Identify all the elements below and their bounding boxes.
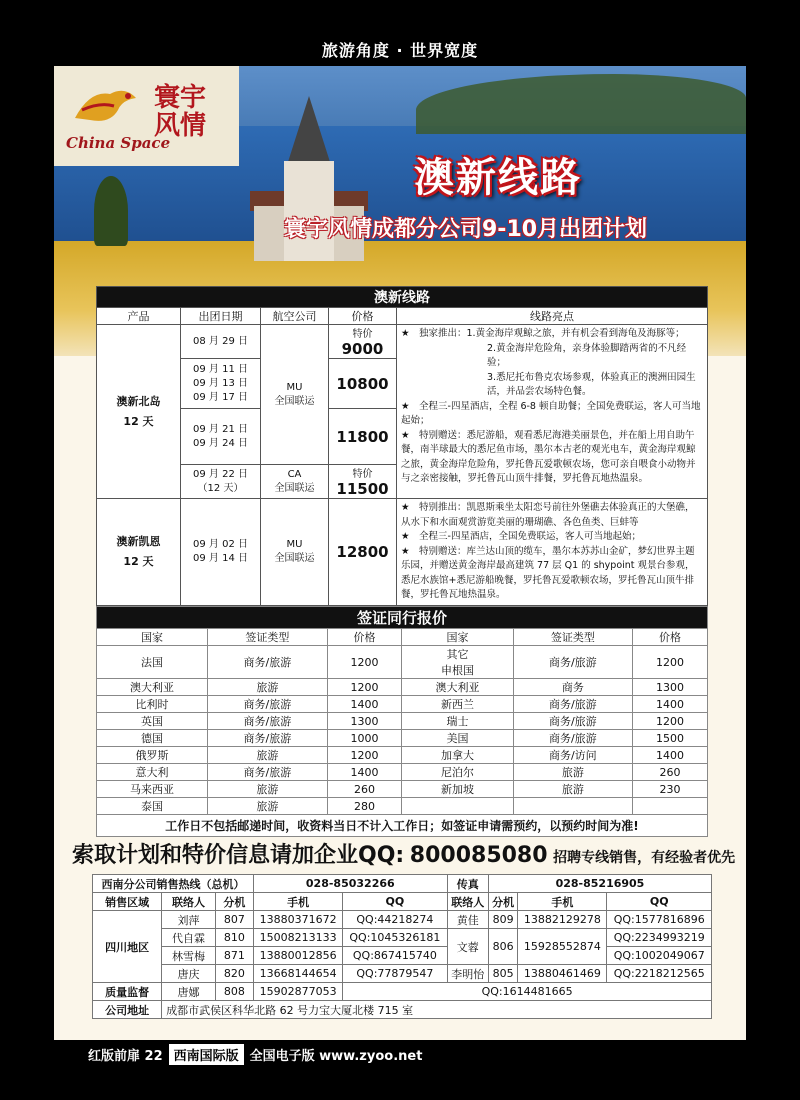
visa-cell: 俄罗斯 — [97, 747, 208, 764]
footer-website[interactable]: 全国电子版 www.zyoo.net — [249, 1049, 423, 1064]
contact-cell: 806 — [488, 929, 517, 965]
col-price: 价格 — [329, 308, 397, 325]
visa-col: 价格 — [327, 629, 402, 646]
col-date: 出团日期 — [181, 308, 261, 325]
visa-cell: 商务/旅游 — [513, 713, 633, 730]
contact-cell[interactable]: 15008213133 — [253, 929, 342, 947]
hero-subtitle: 寰宇风情成都分公司9-10月出团计划 — [284, 217, 648, 242]
visa-cell: 瑞士 — [402, 713, 513, 730]
price-value: 9000 — [341, 340, 384, 358]
contact-cell[interactable]: QQ:2234993219 — [607, 929, 712, 947]
qq-text: 索取计划和特价信息请加企业QQ: — [72, 843, 405, 868]
visa-cell: 旅游 — [208, 781, 328, 798]
visa-header: 签证同行报价 — [97, 607, 708, 629]
contact-cell[interactable]: QQ:77879547 — [343, 965, 447, 983]
contact-table — [92, 874, 712, 1019]
date: 09 月 14 日 — [193, 552, 248, 564]
visa-col: 价格 — [633, 629, 708, 646]
contact-rows — [93, 911, 712, 983]
date: 09 月 02 日 — [193, 538, 248, 550]
visa-cell: 比利时 — [97, 696, 208, 713]
quality-phone[interactable]: 15902877053 — [253, 983, 342, 1001]
visa-cell: 1000 — [327, 730, 402, 747]
company-logo — [54, 66, 239, 166]
address-value: 成都市武侯区科华北路 62 号力宝大厦北楼 715 室 — [162, 1001, 712, 1019]
visa-cell: 商务/访问 — [513, 747, 633, 764]
hero-title: 澳新线路 — [414, 155, 582, 201]
col-airline: 航空公司 — [261, 308, 329, 325]
visa-cell: 泰国 — [97, 798, 208, 815]
highlight-line: 3.悉尼托布鲁克农场参观，体验真正的澳洲田园生活，并品尝农场特色餐。 — [487, 371, 696, 397]
contact-col: QQ — [607, 893, 712, 911]
price-value: 11800 — [336, 427, 389, 446]
visa-row — [97, 646, 708, 679]
contact-cell[interactable]: QQ:1002049067 — [607, 947, 712, 965]
contact-col: 销售区域 — [93, 893, 162, 911]
footer-edition: 西南国际版 — [169, 1044, 244, 1065]
qq-number[interactable]: 800085080 — [409, 843, 548, 868]
visa-cell — [402, 798, 513, 815]
date: 09 月 24 日 — [193, 437, 248, 449]
visa-cell: 商务/旅游 — [208, 646, 328, 679]
visa-cell: 1400 — [327, 696, 402, 713]
visa-notice: 工作日不包括邮递时间，收资料当日不计入工作日；如签证申请需预约，以预约时间为准! — [97, 815, 708, 837]
highlight-line: ★ 特别赠送：库兰达山顶的缆车，墨尔本苏苏山金矿，梦幻世界主题乐园，并赠送黄金海岸最高建筑 77 层 Q1 的 shypoint 观景台参观，悉尼水族馆+悉尼游船晚餐，罗托鲁瓦爱歌顿农场，罗托鲁瓦山顶牛排餐，罗托鲁瓦地热温泉。 — [401, 545, 695, 600]
airline-note: 全国联运 — [274, 395, 315, 407]
visa-cell: 旅游 — [208, 679, 328, 696]
visa-col: 国家 — [402, 629, 513, 646]
visa-row — [97, 730, 708, 747]
product-north — [97, 325, 181, 499]
highlight-line: ★ 特别推出：凯恩斯乘坐太阳恋号前往外堡礁去体验真正的大堡礁，从水下和水面观赏游览美丽的珊瑚礁、各色鱼类、巨蚌等 — [401, 502, 695, 528]
contact-row — [93, 947, 712, 965]
routes-header: 澳新线路 — [97, 287, 708, 308]
airline-cell — [261, 325, 329, 465]
price-value: 11500 — [336, 480, 389, 498]
product-cairns — [97, 499, 181, 606]
contact-row — [93, 965, 712, 983]
date-cell — [181, 325, 261, 359]
price-cell — [329, 409, 397, 465]
visa-cell: 新西兰 — [402, 696, 513, 713]
product-cairns-name: 澳新凯恩 — [116, 534, 161, 548]
highlights-north — [397, 325, 708, 499]
visa-col: 签证类型 — [208, 629, 328, 646]
ad-panel — [54, 66, 746, 1040]
region-cell: 四川地区 — [93, 911, 162, 983]
highlight-line: ★ 特别赠送：悉尼游船，观看悉尼海港美丽景色，并在船上用自助午餐，南半球最大的悉尼鱼市场，墨尔本古老的观光电车，黄金海岸观鲸之旅，黄金海岸危险角，罗托鲁瓦爱歌顿农场，您可亲自喂食小动物并与之亲密接触，罗托鲁瓦山顶牛排餐，罗托鲁瓦地热温泉。 — [401, 429, 696, 484]
visa-cell: 1300 — [633, 679, 708, 696]
visa-table — [96, 606, 708, 837]
visa-cell: 商务/旅游 — [513, 730, 633, 747]
visa-row — [97, 798, 708, 815]
top-slogan: 旅游角度 · 世界宽度 — [321, 41, 479, 60]
visa-col: 国家 — [97, 629, 208, 646]
visa-row — [97, 781, 708, 798]
visa-cell: 260 — [633, 764, 708, 781]
contact-cell[interactable]: 13880012856 — [253, 947, 342, 965]
date-cell — [181, 499, 261, 606]
visa-row — [97, 764, 708, 781]
date: 09 月 22 日 — [193, 468, 248, 480]
visa-cell: 意大利 — [97, 764, 208, 781]
logo-en: China Space — [66, 134, 171, 152]
date: 09 月 21 日 — [193, 423, 248, 435]
visa-cell: 1300 — [327, 713, 402, 730]
visa-cell: 法国 — [97, 646, 208, 679]
highlight-line: ★ 全程三-四星酒店，全程 6-8 顿自助餐；全国免费联运，客人可当地起始； — [401, 400, 701, 426]
contact-cell: 李明怡 — [447, 965, 488, 983]
visa-cell: 尼泊尔 — [402, 764, 513, 781]
footer-page: 红版前扉 22 — [88, 1049, 163, 1064]
airline-code: MU — [286, 381, 303, 393]
airline-note: 全国联运 — [274, 552, 315, 564]
visa-cell: 旅游 — [513, 781, 633, 798]
col-product: 产品 — [97, 308, 181, 325]
contact-cell: 807 — [215, 911, 253, 929]
quality-label: 质量监督 — [93, 983, 162, 1001]
contact-cell: 871 — [215, 947, 253, 965]
visa-cell — [513, 798, 633, 815]
visa-cell: 其它 申根国 — [402, 646, 513, 679]
contact-col: 手机 — [518, 893, 607, 911]
contact-header-row — [93, 893, 712, 911]
contact-col: QQ — [343, 893, 447, 911]
footer — [88, 1044, 422, 1065]
contact-cell: 唐庆 — [162, 965, 216, 983]
visa-cell: 美国 — [402, 730, 513, 747]
visa-cell: 1200 — [327, 679, 402, 696]
airline-code: CA — [287, 468, 302, 480]
contact-cell[interactable]: 13882129278 — [518, 911, 607, 929]
airline-note: 全国联运 — [274, 482, 315, 494]
contact-cell[interactable]: QQ:867415740 — [343, 947, 447, 965]
visa-cell: 商务/旅游 — [513, 696, 633, 713]
contact-cell: 林雪梅 — [162, 947, 216, 965]
tree-image — [94, 176, 128, 246]
contact-cell: 文蓉 — [447, 929, 488, 965]
contact-cell: 黄佳 — [447, 911, 488, 929]
visa-cell: 澳大利亚 — [402, 679, 513, 696]
visa-cell: 1200 — [633, 646, 708, 679]
visa-cell: 280 — [327, 798, 402, 815]
visa-cell: 商务/旅游 — [208, 730, 328, 747]
church-tower — [284, 161, 334, 261]
date: （12 天） — [197, 482, 244, 494]
quality-qq[interactable]: QQ:1614481665 — [343, 983, 712, 1001]
visa-cell: 旅游 — [208, 747, 328, 764]
contact-cell[interactable]: 13880371672 — [253, 911, 342, 929]
visa-row — [97, 679, 708, 696]
visa-cell: 260 — [327, 781, 402, 798]
quality-name: 唐娜 — [162, 983, 216, 1001]
routes-table — [96, 286, 708, 606]
hotline-number[interactable]: 028-85032266 — [253, 875, 447, 893]
visa-cell: 旅游 — [208, 798, 328, 815]
date: 08 月 29 日 — [193, 335, 248, 347]
product-cairns-days: 12 天 — [123, 554, 154, 568]
recruit-text: 招聘专线销售，有经验者优先 — [553, 850, 736, 866]
price-value: 12800 — [336, 542, 389, 561]
horse-logo-icon — [70, 80, 140, 130]
price-value: 10800 — [336, 374, 389, 393]
visa-cell: 旅游 — [513, 764, 633, 781]
product-north-name: 澳新北岛 — [116, 394, 161, 408]
airline-code: MU — [286, 538, 303, 550]
visa-cell: 商务/旅游 — [208, 696, 328, 713]
visa-col: 签证类型 — [513, 629, 633, 646]
contact-cell: 810 — [215, 929, 253, 947]
church-spire — [288, 96, 330, 162]
fax-number: 028-85216905 — [488, 875, 711, 893]
visa-row — [97, 696, 708, 713]
hill-image — [416, 74, 746, 134]
visa-cell: 澳大利亚 — [97, 679, 208, 696]
visa-cell: 商务 — [513, 679, 633, 696]
contact-col: 分机 — [488, 893, 517, 911]
logo-cn: 寰宇风情 — [154, 83, 207, 141]
contact-cell: 820 — [215, 965, 253, 983]
highlight-line: ★ 独家推出：1.黄金海岸观鲸之旅，并有机会看到海龟及海豚等； — [401, 328, 685, 339]
date-cell — [181, 465, 261, 499]
contact-cell[interactable]: QQ:1577816896 — [607, 911, 712, 929]
visa-cell: 1200 — [327, 646, 402, 679]
contact-cell[interactable]: 15928552874 — [518, 929, 607, 965]
price-label: 特价 — [352, 469, 373, 480]
visa-cell: 1200 — [327, 747, 402, 764]
visa-cell: 1500 — [633, 730, 708, 747]
price-cell — [329, 465, 397, 499]
visa-cell: 新加坡 — [402, 781, 513, 798]
contact-col: 联络人 — [162, 893, 216, 911]
contact-cell: 代自霖 — [162, 929, 216, 947]
visa-cell: 商务/旅游 — [208, 713, 328, 730]
highlights-cairns — [397, 499, 708, 606]
visa-cell: 230 — [633, 781, 708, 798]
contact-cell[interactable]: 13880461469 — [518, 965, 607, 983]
visa-cell: 加拿大 — [402, 747, 513, 764]
contact-cell[interactable]: QQ:44218274 — [343, 911, 447, 929]
contact-cell: 刘萍 — [162, 911, 216, 929]
contact-cell[interactable]: 13668144654 — [253, 965, 342, 983]
visa-cell — [633, 798, 708, 815]
contact-col: 分机 — [215, 893, 253, 911]
visa-cell: 英国 — [97, 713, 208, 730]
highlight-line: 2.黄金海岸危险角，亲身体验脚踏两省的不凡经验； — [487, 342, 687, 368]
visa-row — [97, 747, 708, 764]
contact-row — [93, 929, 712, 947]
address-label: 公司地址 — [93, 1001, 162, 1019]
fax-label: 传真 — [447, 875, 488, 893]
date-cell — [181, 409, 261, 465]
visa-cell: 1400 — [327, 764, 402, 781]
contact-cell[interactable]: QQ:2218212565 — [607, 965, 712, 983]
airline-cell — [261, 465, 329, 499]
visa-cell: 商务/旅游 — [208, 764, 328, 781]
visa-cell: 德国 — [97, 730, 208, 747]
price-cell — [329, 499, 397, 606]
date: 09 月 17 日 — [193, 391, 248, 403]
date: 09 月 11 日 — [193, 363, 248, 375]
hotline-label: 西南分公司销售热线（总机） — [93, 875, 254, 893]
contact-col: 手机 — [253, 893, 342, 911]
visa-cell: 1400 — [633, 696, 708, 713]
date-cell — [181, 359, 261, 409]
contact-cell[interactable]: QQ:1045326181 — [343, 929, 447, 947]
highlight-line: ★ 全程三-四星酒店，全国免费联运，客人可当地起始； — [401, 531, 641, 542]
price-cell — [329, 359, 397, 409]
visa-cell: 1200 — [633, 713, 708, 730]
visa-row — [97, 713, 708, 730]
product-north-days: 12 天 — [123, 414, 154, 428]
quality-ext: 808 — [215, 983, 253, 1001]
visa-cell: 商务/旅游 — [513, 646, 633, 679]
date: 09 月 13 日 — [193, 377, 248, 389]
visa-cell: 1400 — [633, 747, 708, 764]
col-highlights: 线路亮点 — [397, 308, 708, 325]
contact-cell: 805 — [488, 965, 517, 983]
contact-col: 联络人 — [447, 893, 488, 911]
price-cell — [329, 325, 397, 359]
qq-banner — [72, 838, 742, 869]
visa-cell: 马来西亚 — [97, 781, 208, 798]
price-label: 特价 — [352, 329, 373, 340]
airline-cell — [261, 499, 329, 606]
contact-cell: 809 — [488, 911, 517, 929]
visa-rows — [97, 646, 708, 815]
contact-row — [93, 911, 712, 929]
